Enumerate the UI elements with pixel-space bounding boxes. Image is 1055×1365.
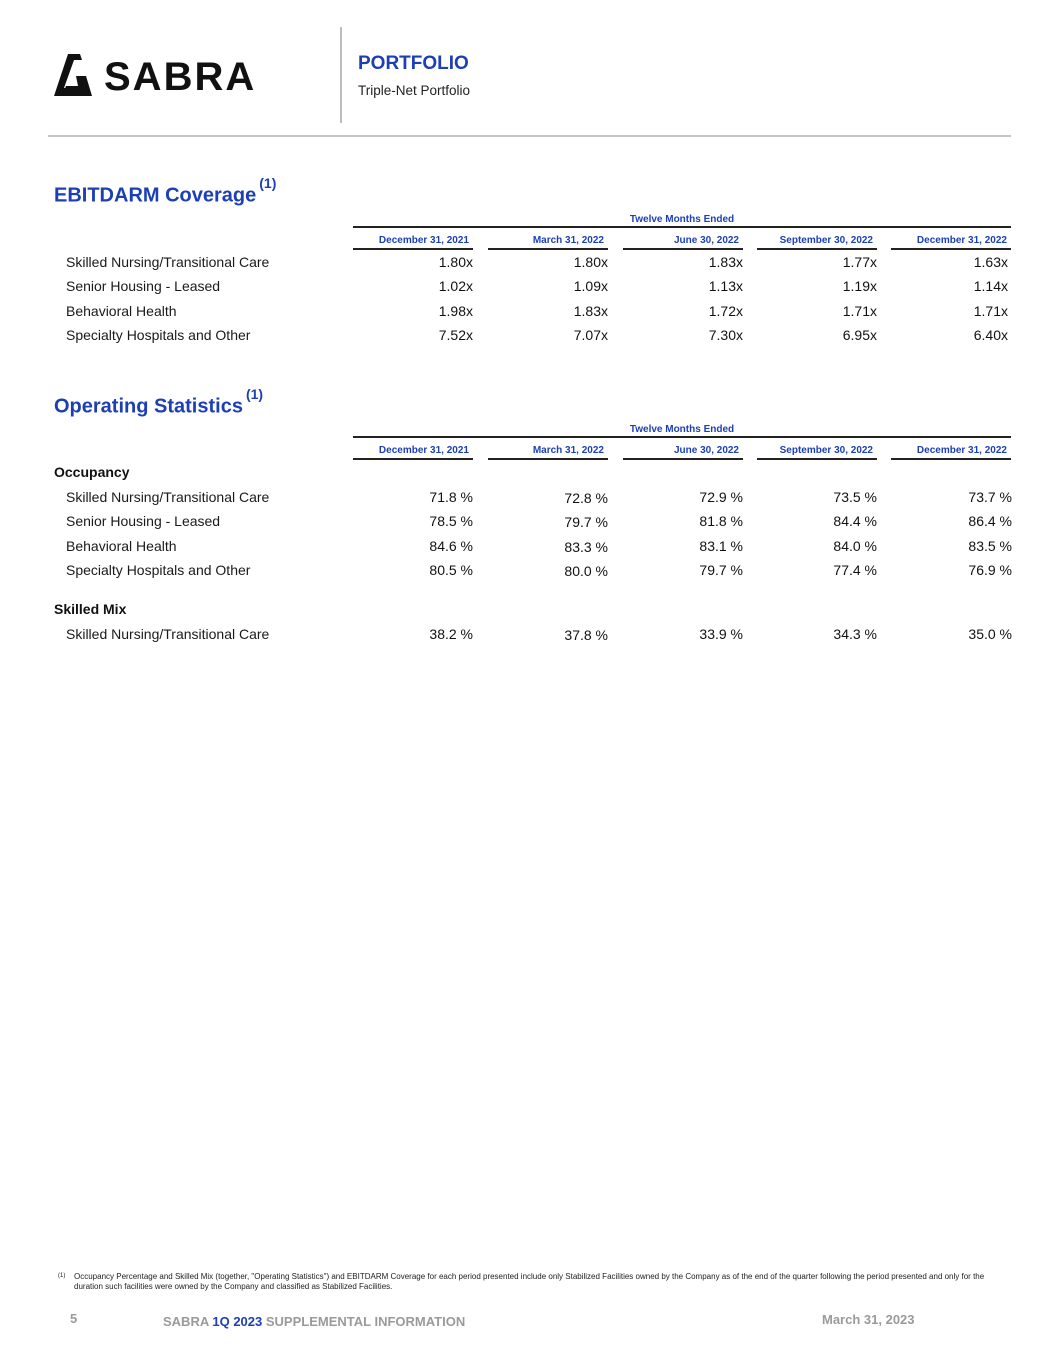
- ebitdarm-column-headers: [54, 232, 1012, 250]
- cell-value: 73.7 %: [968, 489, 1012, 505]
- cell-value: 1.71x: [842, 303, 877, 319]
- skilled-mix-group-label: Skilled Mix: [54, 601, 127, 617]
- operating-column-headers: [54, 442, 1012, 460]
- row-label: Specialty Hospitals and Other: [66, 562, 251, 578]
- cell-value: 1.09x: [573, 278, 608, 294]
- cell-value: 38.2 %: [429, 626, 473, 642]
- cell-value: 1.13x: [708, 278, 743, 294]
- operating-title: [54, 386, 264, 419]
- table-row: [54, 254, 1012, 276]
- cell-value: 37.8 %: [564, 627, 608, 643]
- cell-value: 71.8 %: [429, 489, 473, 505]
- footer-brand-prefix: SABRA: [163, 1314, 209, 1329]
- sabra-logo: [52, 52, 297, 98]
- cell-value: 1.19x: [842, 278, 877, 294]
- cell-value: 84.4 %: [833, 513, 877, 529]
- footnote: [58, 1272, 988, 1292]
- row-label: Behavioral Health: [66, 303, 177, 319]
- row-label: Senior Housing - Leased: [66, 513, 221, 529]
- cell-value: 84.6 %: [429, 538, 473, 554]
- table-row: [54, 489, 1012, 511]
- cell-value: 72.8 %: [564, 490, 608, 506]
- table-row: [54, 626, 1012, 648]
- column-header: September 30, 2022: [757, 232, 877, 250]
- cell-value: 79.7 %: [699, 562, 743, 578]
- table-row: [54, 562, 1012, 584]
- cell-value: 35.0 %: [968, 626, 1012, 642]
- row-label: Behavioral Health: [66, 538, 177, 554]
- column-header: June 30, 2022: [623, 442, 743, 460]
- column-header: September 30, 2022: [757, 442, 877, 460]
- table-row: [54, 303, 1012, 325]
- cell-value: 7.52x: [438, 327, 473, 343]
- ebitdarm-title: [54, 175, 277, 208]
- cell-value: 1.14x: [973, 278, 1008, 294]
- cell-value: 6.95x: [842, 327, 877, 343]
- table-row: [54, 538, 1012, 560]
- cell-value: 1.77x: [842, 254, 877, 270]
- table-row: [54, 513, 1012, 535]
- footer-date: March 31, 2023: [822, 1312, 915, 1327]
- operating-title-text: Operating Statistics: [54, 395, 243, 418]
- logo-wordmark: SABRA: [104, 55, 257, 98]
- cell-value: 84.0 %: [833, 538, 877, 554]
- cell-value: 83.5 %: [968, 538, 1012, 554]
- footnote-marker: (1): [58, 1273, 66, 1279]
- column-header: December 31, 2021: [353, 442, 473, 460]
- cell-value: 73.5 %: [833, 489, 877, 505]
- row-label: Skilled Nursing/Transitional Care: [66, 489, 270, 505]
- ebitdarm-title-text: EBITDARM Coverage: [54, 184, 257, 207]
- column-header: March 31, 2022: [488, 232, 608, 250]
- cell-value: 7.30x: [708, 327, 743, 343]
- header-rule: [48, 135, 1011, 137]
- row-label: Senior Housing - Leased: [66, 278, 221, 294]
- table-row: [54, 327, 1012, 349]
- cell-value: 78.5 %: [429, 513, 473, 529]
- cell-value: 80.5 %: [429, 562, 473, 578]
- cell-value: 1.63x: [973, 254, 1008, 270]
- operating-footnote-ref: (1): [245, 386, 264, 402]
- cell-value: 76.9 %: [968, 562, 1012, 578]
- cell-value: 81.8 %: [699, 513, 743, 529]
- cell-value: 83.1 %: [699, 538, 743, 554]
- cell-value: 80.0 %: [564, 563, 608, 579]
- table-row: [54, 278, 1012, 300]
- ebitdarm-group-header: Twelve Months Ended: [353, 214, 1011, 228]
- cell-value: 77.4 %: [833, 562, 877, 578]
- cell-value: 1.83x: [573, 303, 608, 319]
- cell-value: 83.3 %: [564, 539, 608, 555]
- cell-value: 1.71x: [973, 303, 1008, 319]
- cell-value: 1.80x: [438, 254, 473, 270]
- column-header: December 31, 2022: [891, 232, 1011, 250]
- cell-value: 86.4 %: [968, 513, 1012, 529]
- row-label: Specialty Hospitals and Other: [66, 327, 251, 343]
- cell-value: 6.40x: [973, 327, 1008, 343]
- cell-value: 34.3 %: [833, 626, 877, 642]
- footnote-text: Occupancy Percentage and Skilled Mix (together, "Operating Statistics") and EBITDARM Coverage for each period presented include only Stabilized Facilities owned by the Company as of the end of the quarter following the period presented and only for the duration such facilities were owned by the Company and classified as Stabilized Facilities.: [74, 1272, 985, 1291]
- row-label: Skilled Nursing/Transitional Care: [66, 626, 270, 642]
- page-subtitle: Triple-Net Portfolio: [358, 83, 471, 98]
- occupancy-group-label: Occupancy: [54, 464, 130, 480]
- cell-value: 1.72x: [708, 303, 743, 319]
- page-number: 5: [70, 1311, 78, 1326]
- operating-group-header: Twelve Months Ended: [353, 424, 1011, 438]
- cell-value: 72.9 %: [699, 489, 743, 505]
- ebitdarm-footnote-ref: (1): [259, 175, 277, 191]
- cell-value: 1.83x: [708, 254, 743, 270]
- footer-brand: [163, 1314, 465, 1329]
- cell-value: 1.80x: [573, 254, 608, 270]
- cell-value: 1.98x: [438, 303, 473, 319]
- footer-brand-suffix: SUPPLEMENTAL INFORMATION: [265, 1314, 466, 1329]
- page-title: PORTFOLIO: [358, 53, 469, 74]
- row-label: Skilled Nursing/Transitional Care: [66, 254, 270, 270]
- header-divider: [340, 27, 342, 123]
- cell-value: 33.9 %: [699, 626, 743, 642]
- cell-value: 7.07x: [573, 327, 608, 343]
- cell-value: 79.7 %: [564, 514, 608, 530]
- column-header: June 30, 2022: [623, 232, 743, 250]
- column-header: March 31, 2022: [488, 442, 608, 460]
- cell-value: 1.02x: [438, 278, 473, 294]
- column-header: December 31, 2022: [891, 442, 1011, 460]
- footer-brand-quarter: 1Q 2023: [212, 1314, 263, 1329]
- column-header: December 31, 2021: [353, 232, 473, 250]
